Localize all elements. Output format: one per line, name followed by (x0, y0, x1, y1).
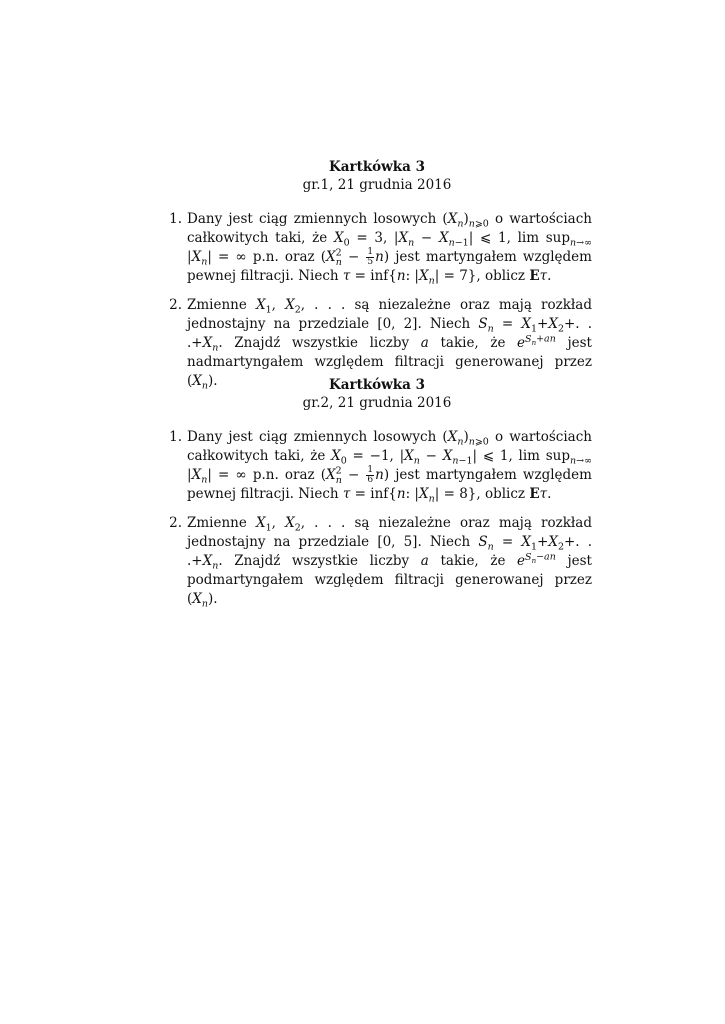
problem-text: Dany jest ciąg zmiennych losowych $(X_n)_{n⩾0}$ o wartościach całkowitych taki, że $X_0 = 3$, $|X_n - X_{n-1}|$ ⩽ 1, lim sup$_{n\to\infty}$ $|X_n|$ = ∞ p.n. oraz ($X^2_n$ − $\frac{1}{5}$ n) jest martyngałem względem pewnej filtracji. Niech τ = inf{n: $|X_n| = 7$}, oblicz Eτ. (187, 211, 592, 287)
problem-number: 2. (169, 515, 182, 531)
fraction: $\frac{1}{6}$ (367, 465, 374, 485)
section-title: Kartkówka 3 (328, 159, 425, 175)
problem-text: Zmienne $X_1$, $X_2$, . . . są niezależne oraz mają rozkład jednostajny na przedziale [0, 2]. Niech $S_n = X_1+X_2+$. . $.+X_n$. Znajdź wszystkie liczby a takie, że $e^{S_n+an}$ jest nadmartyngałem względem filtracji generowanej przez $(X_n)$. (187, 297, 593, 392)
quiz-section-2 (162, 376, 592, 619)
quiz-section-1 (162, 158, 592, 401)
problem-1 (162, 428, 592, 504)
problem-2 (162, 514, 592, 609)
fraction: $\frac{1}{5}$ (367, 247, 374, 267)
tau-value: 7 (459, 268, 468, 284)
tau-value: 8 (459, 486, 468, 502)
process-type: podmartyngałem (187, 572, 304, 588)
interval: [0, 2] (377, 316, 418, 332)
section-subtitle: gr.1, 21 grudnia 2016 (302, 177, 452, 193)
problem-text: Zmienne $X_1$, $X_2$, . . . są niezależne oraz mają rozkład jednostajny na przedziale [0, 5]. Niech $S_n = X_1+X_2+$. . $.+X_n$. Znajdź wszystkie liczby a takie, że $e^{S_n-an}$ jest podmartyngałem względem filtracji generowanej przez $(X_n)$. (187, 515, 593, 610)
fraction-denominator: 5 (367, 257, 374, 267)
problem-number: 1. (169, 211, 182, 227)
problem-number: 2. (169, 297, 182, 313)
x0-value: −1 (369, 448, 390, 464)
problem-1 (162, 210, 592, 286)
problem-text: Dany jest ciąg zmiennych losowych $(X_n)_{n⩾0}$ o wartościach całkowitych taki, że $X_0 = -1$, $|X_n - X_{n-1}|$ ⩽ 1, lim sup$_{n\to\infty}$ $|X_n|$ = ∞ p.n. oraz ($X^2_n$ − $\frac{1}{6}$ n) jest martyngałem względem pewnej filtracji. Niech τ = inf{n: $|X_n| = 8$}, oblicz Eτ. (187, 429, 592, 505)
process-type: nadmartyngałem (187, 354, 304, 370)
section-title: Kartkówka 3 (328, 377, 425, 393)
interval: [0, 5] (377, 534, 418, 550)
fraction-denominator: 6 (367, 475, 374, 485)
problem-number: 1. (169, 429, 182, 445)
section-subtitle: gr.2, 21 grudnia 2016 (302, 395, 452, 411)
x0-value: 3 (374, 230, 383, 246)
